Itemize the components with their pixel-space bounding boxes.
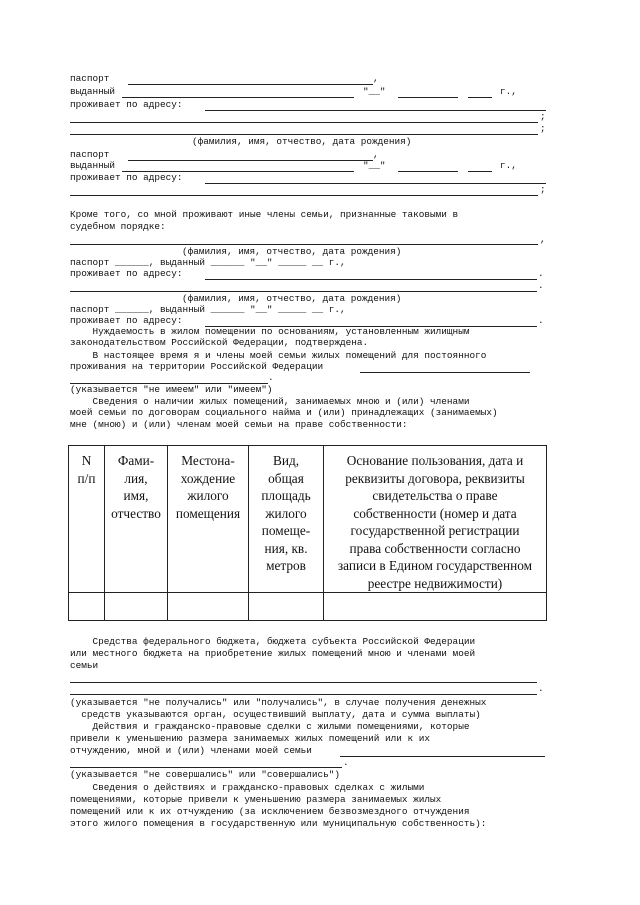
comma: , <box>540 234 546 245</box>
family-intro-line1: Кроме того, со мной проживают иные члены семьи, признанные таковыми в <box>70 209 459 220</box>
funds-line1: Средства федерального бюджета, бюджета субъекта Российской Федерации <box>70 636 476 647</box>
need-line1: Нуждаемость в жилом помещении по основаниям, установленным жилищным <box>70 326 470 337</box>
status-line1: В настоящее время я и члены моей семьи жилых помещений для постоянного <box>70 350 487 361</box>
period: . <box>538 683 544 694</box>
family-member2-residence-label: проживает по адресу: <box>70 315 183 326</box>
details-line1: Сведения о действиях и гражданско-правовых сделках с жилыми <box>70 782 425 793</box>
period: . <box>343 757 349 768</box>
status-field[interactable] <box>360 372 530 373</box>
person2-date-day: "__" <box>363 160 386 171</box>
transactions-line1: Действия и гражданско-правовые сделки с жилыми помещениями, которые <box>70 721 470 732</box>
need-line2: законодательством Российской Федерации, подтверждена. <box>70 337 369 348</box>
table-header-row <box>69 446 547 593</box>
header-area: Вид, общая площадь жилого помеще- ния, кв. метров <box>249 446 324 593</box>
person1-residence-field-2[interactable] <box>70 122 538 123</box>
status-line2: проживания на территории Российской Федерации <box>70 361 324 372</box>
table-cell[interactable] <box>324 593 547 621</box>
header-basis: Основание пользования, дата и реквизиты договора, реквизиты свидетельства о праве собственности (номер и дата государственной регистрации права собственности согласно записи в Едином государственном реестре недвижимости) <box>324 446 547 593</box>
person2-issued-label: выданный <box>70 160 116 171</box>
period: . <box>538 268 544 279</box>
header-number: N п/п <box>69 446 105 593</box>
table-row <box>69 593 547 621</box>
table-cell[interactable] <box>69 593 105 621</box>
person1-name-field[interactable] <box>70 134 538 135</box>
caption-fio-1: (фамилия, имя, отчество, дата рождения) <box>192 136 412 147</box>
header-name: Фами- лия, имя, отчество <box>105 446 168 593</box>
person1-residence-label: проживает по адресу: <box>70 99 183 110</box>
status-caption: (указывается "не имеем" или "имеем") <box>70 384 273 395</box>
person1-year-suffix: г., <box>500 86 517 97</box>
comma: , <box>373 149 379 160</box>
funds-line3: семьи <box>70 660 99 671</box>
person2-year-suffix: г., <box>500 160 517 171</box>
details-line4: этого жилого помещения в государственную или муниципальную собственность): <box>70 818 487 829</box>
family-member2-caption: (фамилия, имя, отчество, дата рождения) <box>182 293 402 304</box>
person2-residence-field[interactable] <box>205 183 546 184</box>
funds-caption1: (указывается "не получались" или "получались", в случае получения денежных <box>70 697 487 708</box>
period: . <box>538 280 544 291</box>
premises-table <box>68 445 547 621</box>
person1-date-month-field[interactable] <box>398 97 458 98</box>
premises-line2: моей семьи по договорам социального найма и (или) принадлежащих (занимаемых) <box>70 407 498 418</box>
person1-issued-field[interactable] <box>122 97 354 98</box>
transactions-field-2[interactable] <box>70 767 342 768</box>
transactions-field[interactable] <box>340 756 545 757</box>
transactions-line2: привели к уменьшению размера занимаемых жилых помещений или к их <box>70 733 431 744</box>
details-line2: помещениями, которые привели к уменьшению размера занимаемых жилых <box>70 794 442 805</box>
person2-residence-label: проживает по адресу: <box>70 172 183 183</box>
semicolon: ; <box>540 184 546 195</box>
funds-caption2: средств указываются орган, осуществивший выплату, дата и сумма выплаты) <box>70 709 481 720</box>
family-member1-passport-line: паспорт ______, выданный ______ "__" _____ __ г., <box>70 257 346 268</box>
person1-date-year-field[interactable] <box>468 97 492 98</box>
funds-field-2[interactable] <box>70 694 537 695</box>
premises-line3: мне (мною) и (или) членам моей семьи на праве собственности: <box>70 419 408 430</box>
person1-passport-label: паспорт <box>70 73 110 84</box>
family-member2-passport-line: паспорт ______, выданный ______ "__" _____ __ г., <box>70 304 346 315</box>
table-cell[interactable] <box>168 593 249 621</box>
funds-field[interactable] <box>70 682 537 683</box>
family-intro-line2: судебном порядке: <box>70 221 166 232</box>
family-member1-residence-label: проживает по адресу: <box>70 268 183 279</box>
person1-residence-field[interactable] <box>205 110 546 111</box>
header-location: Местона- хождение жилого помещения <box>168 446 249 593</box>
person2-residence-field-2[interactable] <box>70 195 538 196</box>
comma: , <box>373 73 379 84</box>
funds-line2: или местного бюджета на приобретение жилых помещений мною и членами моей <box>70 648 476 659</box>
family-member1-caption: (фамилия, имя, отчество, дата рождения) <box>182 246 402 257</box>
family-member1-residence-field-2[interactable] <box>70 291 537 292</box>
person1-date-day: "__" <box>363 86 386 97</box>
transactions-caption: (указывается "не совершались" или "совершались") <box>70 769 341 780</box>
semicolon: ; <box>540 123 546 134</box>
semicolon: ; <box>540 111 546 122</box>
table-cell[interactable] <box>105 593 168 621</box>
details-line3: помещений или к их отчуждению (за исключением безвозмездного отчуждения <box>70 806 470 817</box>
person2-passport-label: паспорт <box>70 149 110 160</box>
family-member1-name-field[interactable] <box>70 244 538 245</box>
person1-issued-label: выданный <box>70 86 116 97</box>
table-cell[interactable] <box>249 593 324 621</box>
transactions-line3: отчуждению, мной и (или) членами моей семьи <box>70 745 312 756</box>
period: . <box>268 372 274 383</box>
family-member1-residence-field[interactable] <box>205 279 537 280</box>
person1-passport-field[interactable] <box>128 84 373 85</box>
premises-line1: Сведения о наличии жилых помещений, занимаемых мною и (или) членами <box>70 396 470 407</box>
period: . <box>538 315 544 326</box>
